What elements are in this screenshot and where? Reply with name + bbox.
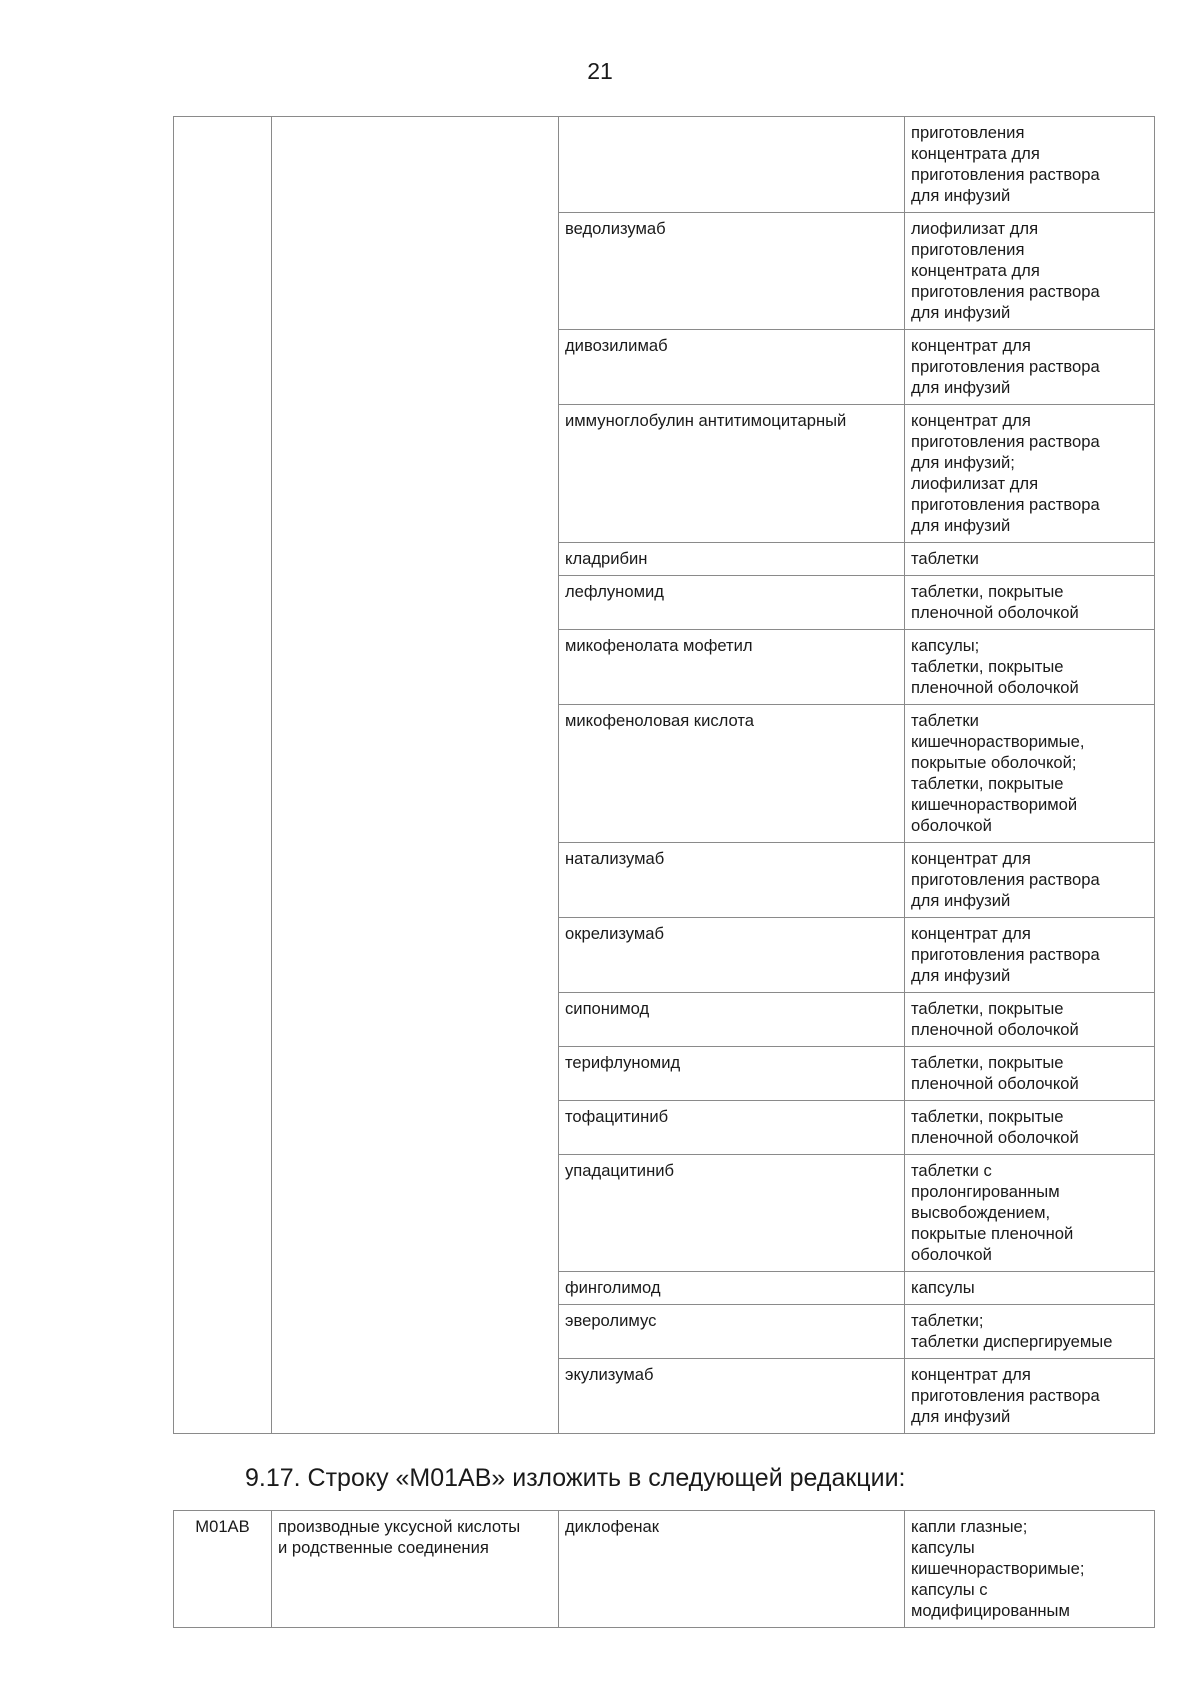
form-line: приготовления xyxy=(911,123,1025,142)
form-line: приготовления раствора xyxy=(911,495,1100,514)
form-line: оболочкой xyxy=(911,1245,992,1264)
drug-name-cell: экулизумаб xyxy=(559,1359,905,1434)
form-line: капсулы xyxy=(911,1278,975,1297)
form-line: концентрат для xyxy=(911,336,1031,355)
drug-name-cell: лефлуномид xyxy=(559,576,905,630)
form-line: таблетки, покрытые xyxy=(911,582,1064,601)
drug-name-cell: эверолимус xyxy=(559,1305,905,1359)
drug-table-body xyxy=(174,117,1155,1434)
dosage-form-cell xyxy=(905,543,1155,576)
page-number: 21 xyxy=(587,58,613,84)
form-line: для инфузий xyxy=(911,186,1011,205)
drug-table xyxy=(173,116,1155,1434)
form-line: концентрата для xyxy=(911,144,1040,163)
form-line: таблетки; xyxy=(911,1311,984,1330)
form-line: покрытые пленочной xyxy=(911,1224,1074,1243)
drug-name-cell: сипонимод xyxy=(559,993,905,1047)
form-line: кишечнорастворимые, xyxy=(911,732,1085,751)
form-line: для инфузий xyxy=(911,1407,1011,1426)
form-line: капсулы; xyxy=(911,636,980,655)
form-line: пленочной оболочкой xyxy=(911,603,1079,622)
dosage-form-cell xyxy=(905,1272,1155,1305)
dosage-form-cell xyxy=(905,918,1155,993)
drug-name-cell: дивозилимаб xyxy=(559,330,905,405)
drug-name-cell: кладрибин xyxy=(559,543,905,576)
dosage-form-cell xyxy=(905,1511,1155,1628)
dosage-form-cell xyxy=(905,630,1155,705)
form-line: приготовления раствора xyxy=(911,432,1100,451)
atc-code-cell: М01АВ xyxy=(174,1511,272,1628)
form-line: капли глазные; xyxy=(911,1517,1028,1536)
group-line: и родственные соединения xyxy=(278,1538,489,1557)
dosage-form-cell xyxy=(905,843,1155,918)
form-line: таблетки xyxy=(911,711,979,730)
form-line: капсулы с xyxy=(911,1580,988,1599)
drug-name-cell: микофенолата мофетил xyxy=(559,630,905,705)
form-line: таблетки, покрытые xyxy=(911,1053,1064,1072)
drug-name-cell: окрелизумаб xyxy=(559,918,905,993)
form-line: таблетки диспергируемые xyxy=(911,1332,1113,1351)
dosage-form-cell xyxy=(905,1101,1155,1155)
form-line: концентрат для xyxy=(911,849,1031,868)
form-line: лиофилизат для xyxy=(911,474,1039,493)
table-row xyxy=(174,117,1155,213)
drug-name-cell: терифлуномид xyxy=(559,1047,905,1101)
form-line: для инфузий xyxy=(911,303,1011,322)
form-line: таблетки, покрытые xyxy=(911,657,1064,676)
form-line: таблетки, покрытые xyxy=(911,774,1064,793)
form-line: пленочной оболочкой xyxy=(911,1020,1079,1039)
form-line: концентрата для xyxy=(911,261,1040,280)
form-line: пролонгированным xyxy=(911,1182,1060,1201)
form-line: модифицированным xyxy=(911,1601,1070,1620)
form-line: таблетки, покрытые xyxy=(911,1107,1064,1126)
drug-name-cell: тофацитиниб xyxy=(559,1101,905,1155)
dosage-form-cell xyxy=(905,405,1155,543)
form-line: приготовления xyxy=(911,240,1025,259)
form-line: таблетки, покрытые xyxy=(911,999,1064,1018)
form-line: концентрат для xyxy=(911,411,1031,430)
form-line: таблетки с xyxy=(911,1161,992,1180)
form-line: приготовления раствора xyxy=(911,357,1100,376)
form-line: приготовления раствора xyxy=(911,1386,1100,1405)
form-line: кишечнорастворимой xyxy=(911,795,1078,814)
atc-code-cell xyxy=(174,117,272,1434)
form-line: пленочной оболочкой xyxy=(911,1074,1079,1093)
dosage-form-cell xyxy=(905,576,1155,630)
dosage-form-cell xyxy=(905,1359,1155,1434)
form-line: для инфузий xyxy=(911,516,1011,535)
dosage-form-cell xyxy=(905,117,1155,213)
form-line: для инфузий xyxy=(911,966,1011,985)
form-line: для инфузий; xyxy=(911,453,1015,472)
table-row xyxy=(174,1511,1155,1628)
dosage-form-cell xyxy=(905,993,1155,1047)
drug-name-cell xyxy=(559,117,905,213)
drug-name-cell: иммуноглобулин антитимоцитарный xyxy=(559,405,905,543)
form-line: таблетки xyxy=(911,549,979,568)
drug-name-cell: упадацитиниб xyxy=(559,1155,905,1272)
drug-name-cell: микофеноловая кислота xyxy=(559,705,905,843)
group-line: производные уксусной кислоты xyxy=(278,1517,521,1536)
atc-group-cell xyxy=(272,1511,559,1628)
amendment-instruction: 9.17. Строку «М01АВ» изложить в следующей редакции: xyxy=(245,1464,906,1492)
form-line: капсулы xyxy=(911,1538,975,1557)
drug-name-cell: ведолизумаб xyxy=(559,213,905,330)
form-line: оболочкой xyxy=(911,816,992,835)
drug-name-cell: диклофенак xyxy=(559,1511,905,1628)
dosage-form-cell xyxy=(905,1155,1155,1272)
form-line: пленочной оболочкой xyxy=(911,1128,1079,1147)
form-line: для инфузий xyxy=(911,378,1011,397)
atc-group-cell xyxy=(272,117,559,1434)
m01ab-table xyxy=(173,1510,1155,1628)
dosage-form-cell xyxy=(905,705,1155,843)
form-line: высвобождением, xyxy=(911,1203,1051,1222)
form-line: концентрат для xyxy=(911,1365,1031,1384)
form-line: приготовления раствора xyxy=(911,870,1100,889)
form-line: лиофилизат для xyxy=(911,219,1039,238)
form-line: кишечнорастворимые; xyxy=(911,1559,1085,1578)
dosage-form-cell xyxy=(905,1305,1155,1359)
form-line: приготовления раствора xyxy=(911,945,1100,964)
form-line: для инфузий xyxy=(911,891,1011,910)
dosage-form-cell xyxy=(905,330,1155,405)
drug-name-cell: финголимод xyxy=(559,1272,905,1305)
form-line: пленочной оболочкой xyxy=(911,678,1079,697)
dosage-form-cell xyxy=(905,1047,1155,1101)
form-line: приготовления раствора xyxy=(911,165,1100,184)
drug-name-cell: натализумаб xyxy=(559,843,905,918)
form-line: покрытые оболочкой; xyxy=(911,753,1077,772)
form-line: приготовления раствора xyxy=(911,282,1100,301)
dosage-form-cell xyxy=(905,213,1155,330)
form-line: концентрат для xyxy=(911,924,1031,943)
